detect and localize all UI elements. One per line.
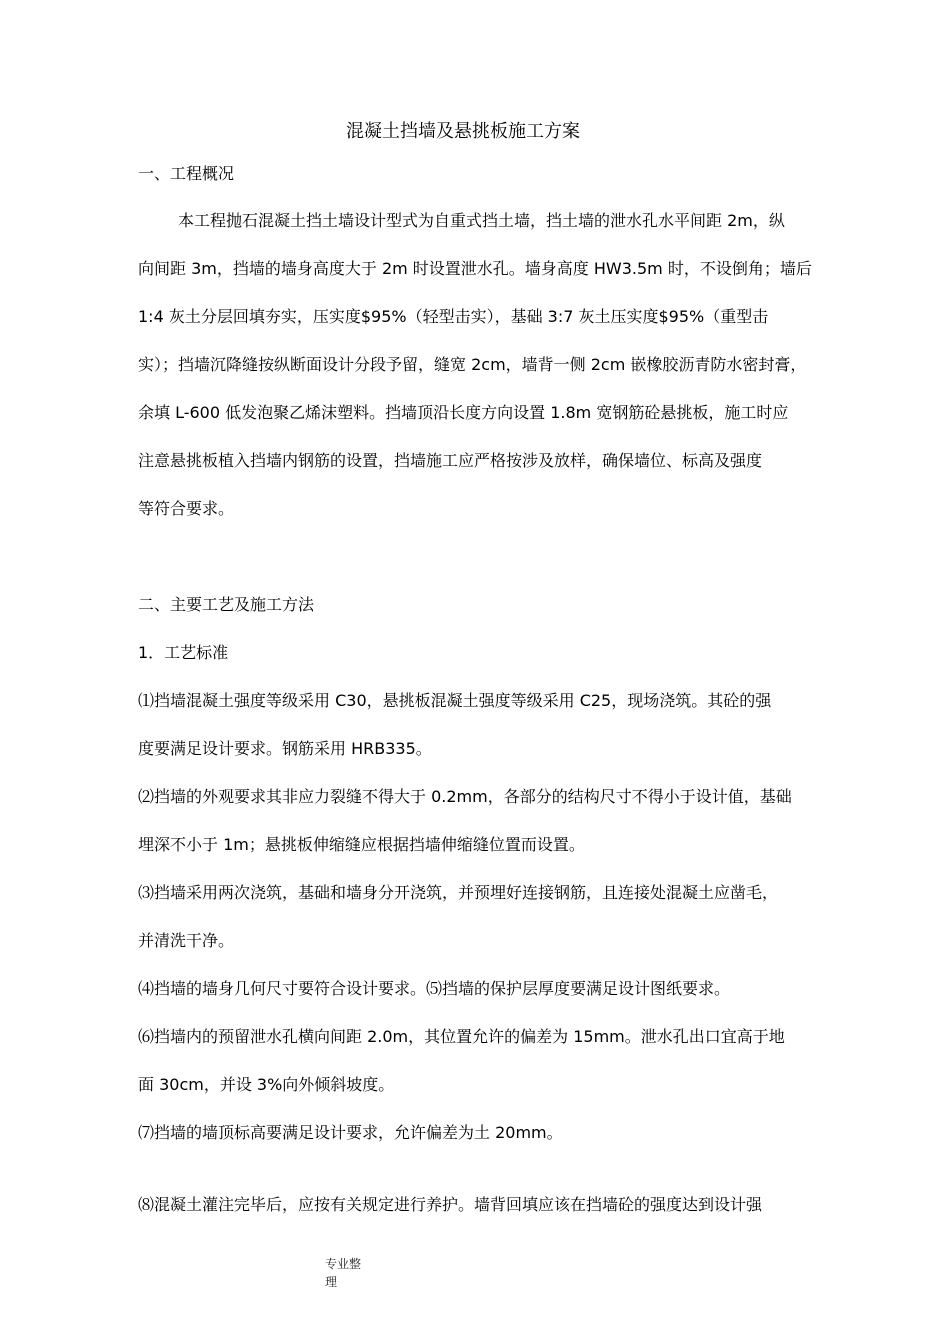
list-item-line: 面 30cm，并设 3%向外倾斜坡度。 — [138, 1075, 395, 1094]
list-item-line: ⑺挡墙的墙顶标高要满足设计要求，允许偏差为土 20mm。 — [138, 1123, 563, 1142]
list-item-line: 度要满足设计要求。钢筋采用 HRB335。 — [138, 739, 432, 758]
list-item-line: 埋深不小于 1m；悬挑板伸缩缝应根据挡墙伸缩缝位置而设置。 — [138, 835, 585, 854]
paragraph-line: 向间距 3m，挡墙的墙身高度大于 2m 时设置泄水孔。墙身高度 HW3.5m 时，不设倒角；墙后 — [138, 259, 812, 278]
paragraph-line: 本工程抛石混凝土挡土墙设计型式为自重式挡土墙，挡土墙的泄水孔水平间距 2m，纵 — [178, 211, 785, 230]
list-item-line: 并清洗干净。 — [138, 931, 235, 950]
paragraph-line: 实）；挡墙沉降缝按纵断面设计分段予留，缝宽 2cm，墙背一侧 2cm 嵌橡胶沥青防水密封膏， — [138, 355, 807, 374]
paragraph-line: 1:4 灰土分层回填夯实，压实度$95%（轻型击实），基础 3:7 灰土压实度$95%（重型击 — [138, 307, 769, 326]
list-item-line: ⑻混凝土灌注完毕后，应按有关规定进行养护。墙背回填应该在挡墙砼的强度达到设计强 — [138, 1195, 763, 1214]
list-item-line: ⑴挡墙混凝土强度等级采用 C30，悬挑板混凝土强度等级采用 C25，现场浇筑。其砼的强 — [138, 691, 772, 710]
paragraph-line: 等符合要求。 — [138, 499, 235, 518]
paragraph-line: 注意悬挑板植入挡墙内钢筋的设置，挡墙施工应严格按涉及放样，确保墙位、标高及强度 — [138, 451, 763, 470]
list-item-line: ⑵挡墙的外观要求其非应力裂缝不得大于 0.2mm，各部分的结构尺寸不得小于设计值，基础 — [138, 787, 792, 806]
list-item-line: ⑹挡墙内的预留泄水孔横向间距 2.0m，其位置允许的偏差为 15mm。泄水孔出口宜高于地 — [138, 1027, 785, 1046]
footer-label: 理 — [325, 1275, 338, 1289]
paragraph-line: 余填 L-600 低发泡聚乙烯沫塑料。挡墙顶沿长度方向设置 1.8m 宽钢筋砼悬挑板，施工时应 — [138, 403, 789, 422]
list-item-line: ⑷挡墙的墙身几何尺寸要符合设计要求。⑸挡墙的保护层厚度要满足设计图纸要求。 — [138, 979, 731, 998]
section-heading: 二、主要工艺及施工方法 — [138, 595, 315, 614]
list-item-line: ⑶挡墙采用两次浇筑，基础和墙身分开浇筑，并预埋好连接钢筋，且连接处混凝土应凿毛， — [138, 883, 779, 902]
subsection-heading: 1．工艺标准 — [138, 643, 229, 662]
footer-label: 专业整 — [325, 1257, 362, 1271]
section-heading: 一、工程概况 — [138, 164, 235, 183]
document-title: 混凝土挡墙及悬挑板施工方案 — [346, 121, 580, 142]
